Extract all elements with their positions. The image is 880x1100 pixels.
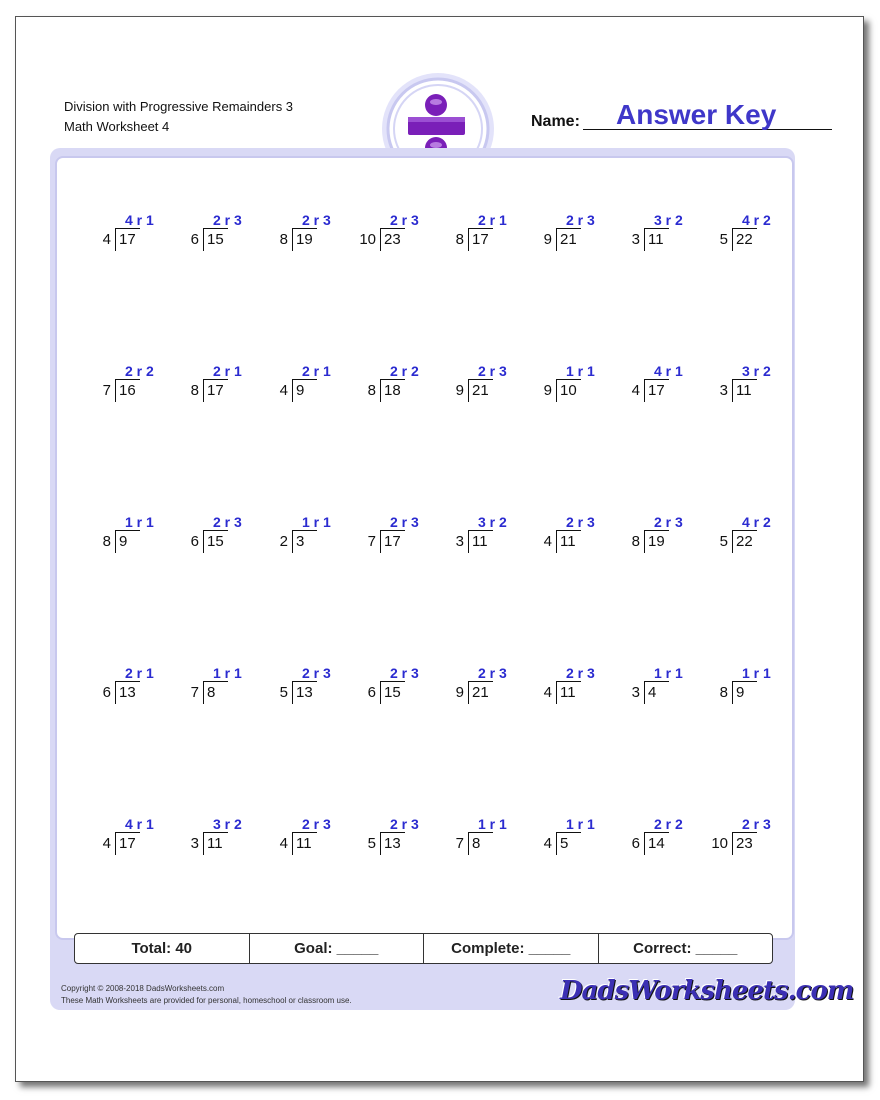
- dividend: 17: [472, 231, 489, 248]
- division-problem: [614, 212, 694, 252]
- divisor: 4: [102, 231, 111, 248]
- division-problem: [702, 212, 782, 252]
- divisor: 5: [719, 533, 728, 550]
- divisor: 9: [543, 382, 552, 399]
- answer-quotient: 4 r 1: [125, 212, 154, 228]
- divisor: 5: [719, 231, 728, 248]
- answer-quotient: 3 r 2: [213, 816, 242, 832]
- division-problem: [85, 212, 165, 252]
- divisor: 5: [367, 835, 376, 852]
- dividend: 11: [560, 533, 576, 550]
- division-problem: [350, 665, 430, 705]
- division-problem: [350, 212, 430, 252]
- division-problem: [85, 665, 165, 705]
- answer-quotient: 2 r 3: [478, 363, 507, 379]
- answer-quotient: 2 r 3: [478, 665, 507, 681]
- divisor: 10: [711, 835, 728, 852]
- dividend: 17: [384, 533, 401, 550]
- division-problem: [350, 363, 430, 403]
- divisor: 8: [719, 684, 728, 701]
- answer-quotient: 3 r 2: [478, 514, 507, 530]
- divisor: 7: [367, 533, 376, 550]
- dividend: 15: [384, 684, 401, 701]
- division-problem: [614, 363, 694, 403]
- division-problem: [526, 816, 606, 856]
- name-label: Name:: [531, 113, 580, 130]
- divisor: 9: [543, 231, 552, 248]
- divisor: 9: [455, 382, 464, 399]
- answer-quotient: 2 r 1: [302, 363, 331, 379]
- answer-quotient: 2 r 1: [125, 665, 154, 681]
- division-problem: [614, 665, 694, 705]
- divisor: 4: [102, 835, 111, 852]
- division-problem: [350, 514, 430, 554]
- dividend: 11: [207, 835, 223, 852]
- dividend: 4: [648, 684, 657, 701]
- name-field[interactable]: [531, 99, 831, 129]
- answer-quotient: 2 r 3: [566, 212, 595, 228]
- divisor: 4: [543, 684, 552, 701]
- dividend: 11: [560, 684, 576, 701]
- divisor: 5: [279, 684, 288, 701]
- divisor: 8: [102, 533, 111, 550]
- divisor: 8: [455, 231, 464, 248]
- divisor: 8: [367, 382, 376, 399]
- divisor: 6: [631, 835, 640, 852]
- divisor: 4: [543, 835, 552, 852]
- answer-quotient: 1 r 1: [654, 665, 683, 681]
- divisor: 7: [102, 382, 111, 399]
- dividend: 17: [648, 382, 665, 399]
- dividend: 11: [648, 231, 664, 248]
- division-problem: [526, 363, 606, 403]
- division-problem: [438, 816, 518, 856]
- copyright-line: Copyright © 2008-2018 DadsWorksheets.com: [61, 984, 225, 993]
- division-problem: [173, 816, 253, 856]
- answer-quotient: 1 r 1: [566, 816, 595, 832]
- divisor: 4: [279, 382, 288, 399]
- dividend: 13: [384, 835, 401, 852]
- answer-quotient: 2 r 3: [213, 514, 242, 530]
- dividend: 11: [472, 533, 488, 550]
- dividend: 9: [296, 382, 305, 399]
- divisor: 3: [719, 382, 728, 399]
- answer-quotient: 2 r 3: [302, 816, 331, 832]
- division-problem: [702, 816, 782, 856]
- divisor: 3: [631, 231, 640, 248]
- divisor: 8: [279, 231, 288, 248]
- answer-quotient: 2 r 3: [742, 816, 771, 832]
- division-problem: [702, 514, 782, 554]
- answer-quotient: 2 r 3: [566, 514, 595, 530]
- title-line: Division with Progressive Remainders 3: [64, 99, 294, 114]
- divisor: 2: [279, 533, 288, 550]
- answer-quotient: 2 r 3: [390, 816, 419, 832]
- division-problem: [173, 212, 253, 252]
- usage-line: These Math Worksheets are provided for personal, homeschool or classroom use.: [61, 996, 352, 1005]
- complete-cell: Complete: _____: [424, 934, 599, 963]
- division-problem: [702, 363, 782, 403]
- division-problem: [438, 665, 518, 705]
- answer-key-text: Answer Key: [616, 99, 777, 130]
- division-problem: [85, 363, 165, 403]
- division-problem: [262, 363, 342, 403]
- dividend: 16: [119, 382, 136, 399]
- divisor: 10: [359, 231, 376, 248]
- division-problem: [526, 665, 606, 705]
- divisor: 4: [543, 533, 552, 550]
- dividend: 10: [560, 382, 577, 399]
- division-problem: [438, 514, 518, 554]
- divisor: 3: [631, 684, 640, 701]
- answer-quotient: 1 r 1: [125, 514, 154, 530]
- answer-quotient: 2 r 1: [213, 363, 242, 379]
- answer-quotient: 2 r 3: [390, 514, 419, 530]
- answer-quotient: 1 r 1: [213, 665, 242, 681]
- dividend: 11: [736, 382, 752, 399]
- dividend: 8: [207, 684, 216, 701]
- divisor: 6: [190, 533, 199, 550]
- goal-cell: Goal: _____: [250, 934, 425, 963]
- answer-quotient: 2 r 2: [125, 363, 154, 379]
- dividend: 15: [207, 533, 224, 550]
- dividend: 21: [560, 231, 577, 248]
- answer-quotient: 4 r 2: [742, 212, 771, 228]
- dividend: 19: [296, 231, 313, 248]
- answer-quotient: 3 r 2: [742, 363, 771, 379]
- dividend: 17: [119, 231, 136, 248]
- dividend: 8: [472, 835, 481, 852]
- answer-quotient: 2 r 2: [390, 363, 419, 379]
- division-problem: [702, 665, 782, 705]
- dividend: 23: [384, 231, 401, 248]
- score-table: [74, 933, 773, 964]
- answer-quotient: 3 r 2: [654, 212, 683, 228]
- divisor: 9: [455, 684, 464, 701]
- answer-quotient: 2 r 3: [390, 212, 419, 228]
- division-problem: [262, 816, 342, 856]
- divisor: 3: [455, 533, 464, 550]
- divisor: 7: [190, 684, 199, 701]
- dividend: 11: [296, 835, 312, 852]
- divisor: 8: [631, 533, 640, 550]
- dividend: 21: [472, 684, 489, 701]
- dividend: 15: [207, 231, 224, 248]
- division-problem: [262, 665, 342, 705]
- dividend: 9: [736, 684, 745, 701]
- division-problem: [262, 514, 342, 554]
- dividend: 5: [560, 835, 569, 852]
- dividend: 21: [472, 382, 489, 399]
- divisor: 8: [190, 382, 199, 399]
- dividend: 19: [648, 533, 665, 550]
- division-problem: [85, 816, 165, 856]
- answer-quotient: 1 r 1: [742, 665, 771, 681]
- division-problem: [85, 514, 165, 554]
- divisor: 6: [367, 684, 376, 701]
- answer-quotient: 4 r 1: [125, 816, 154, 832]
- dividend: 14: [648, 835, 665, 852]
- divisor: 6: [190, 231, 199, 248]
- division-problem: [350, 816, 430, 856]
- dividend: 3: [296, 533, 305, 550]
- divisor: 7: [455, 835, 464, 852]
- division-problem: [173, 665, 253, 705]
- answer-quotient: 1 r 1: [302, 514, 331, 530]
- division-problem: [614, 816, 694, 856]
- worksheet-title: [64, 97, 293, 137]
- division-problem: [438, 363, 518, 403]
- division-problem: [614, 514, 694, 554]
- answer-quotient: 2 r 3: [654, 514, 683, 530]
- answer-quotient: 2 r 1: [478, 212, 507, 228]
- division-problem: [526, 212, 606, 252]
- dividend: 17: [119, 835, 136, 852]
- answer-quotient: 2 r 3: [302, 665, 331, 681]
- dividend: 22: [736, 533, 753, 550]
- correct-cell: Correct: _____: [633, 940, 738, 957]
- answer-quotient: 2 r 3: [390, 665, 419, 681]
- dividend: 13: [296, 684, 313, 701]
- division-problem: [262, 212, 342, 252]
- total-cell: Total: 40: [75, 934, 250, 963]
- answer-quotient: 4 r 1: [654, 363, 683, 379]
- dividend: 23: [736, 835, 753, 852]
- division-problem: [526, 514, 606, 554]
- answer-quotient: 2 r 2: [654, 816, 683, 832]
- dividend: 17: [207, 382, 224, 399]
- dividend: 13: [119, 684, 136, 701]
- division-problem: [173, 363, 253, 403]
- answer-quotient: 2 r 3: [566, 665, 595, 681]
- division-problem: [173, 514, 253, 554]
- brand-logo: DadsWorksheets.com: [560, 976, 854, 1006]
- answer-quotient: 2 r 3: [213, 212, 242, 228]
- divisor: 6: [102, 684, 111, 701]
- answer-quotient: 1 r 1: [566, 363, 595, 379]
- copyright-notice: [61, 983, 352, 1007]
- subtitle-line: Math Worksheet 4: [64, 119, 170, 134]
- divisor: 3: [190, 835, 199, 852]
- answer-quotient: 4 r 2: [742, 514, 771, 530]
- dividend: 9: [119, 533, 128, 550]
- divisor: 4: [279, 835, 288, 852]
- divisor: 4: [631, 382, 640, 399]
- dividend: 18: [384, 382, 401, 399]
- dividend: 22: [736, 231, 753, 248]
- division-problem: [438, 212, 518, 252]
- answer-quotient: 2 r 3: [302, 212, 331, 228]
- answer-quotient: 1 r 1: [478, 816, 507, 832]
